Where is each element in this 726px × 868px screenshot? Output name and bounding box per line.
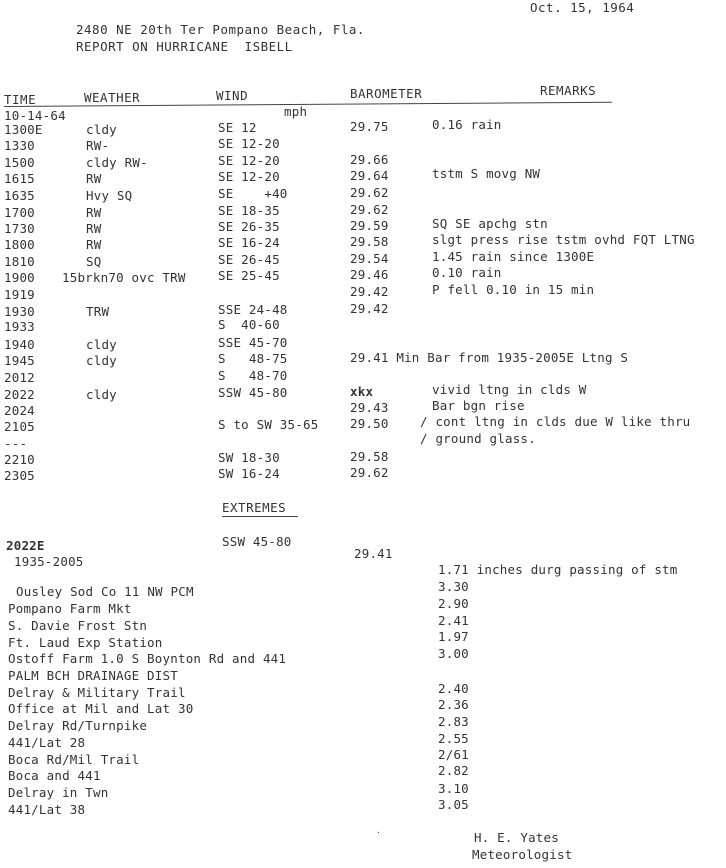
row-time: 2105 [4,419,35,434]
station-rainfall: 2/61 [438,747,469,762]
row-time: 2305 [4,468,35,483]
extremes-time2: 1935-2005 [14,554,84,569]
row-barometer: 29.58 [350,234,389,249]
station-name: Delray Rd/Turnpike [8,718,148,733]
row-remarks: SQ SE apchg stn [432,216,548,231]
col-header-time: TIME [4,92,37,107]
row-barometer: 29.54 [350,251,389,266]
extremes-bar: 29.41 [354,546,393,561]
row-time: 2024 [4,403,35,418]
row-weather: RW- [86,138,110,153]
row-time: 1700 [4,205,35,220]
station-name: Ostoff Farm 1.0 S Boynton Rd and 441 [8,651,287,666]
row-weather: cldy RW- [86,155,148,170]
row-weather: cldy [86,122,117,137]
row-wind: SE 18-35 [218,203,280,218]
station-name: Delray in Twn [8,785,109,800]
paper-mark: · [376,828,381,837]
row-weather: TRW [86,304,110,319]
station-name: S. Davie Frost Stn [8,618,148,633]
row-wind: S 48-75 [218,351,288,366]
extremes-underline [222,516,298,517]
date-row: 10-14-64 [4,108,66,123]
col-header-barometer: BAROMETER [350,86,423,101]
row-wind: SSW 45-80 [218,385,288,400]
extremes-wind: SSW 45-80 [222,534,292,549]
row-barometer: 29.46 [350,267,389,282]
row-wind: SE 16-24 [218,235,280,250]
station-rainfall: 2.36 [438,697,469,712]
col-header-remarks: REMARKS [540,83,597,98]
row-time: 2022 [4,387,35,402]
station-rainfall: 2.82 [438,763,469,778]
row-time: 1800 [4,237,35,252]
station-name: 441/Lat 28 [8,735,86,750]
row-weather: SQ [86,254,102,269]
row-time: 1933 [4,319,35,334]
row-barometer: 29.75 [350,119,389,134]
station-rainfall: 3.05 [438,797,469,812]
row-remarks: / cont ltng in clds due W like thru [420,414,691,429]
row-weather: RW [86,221,102,236]
row-weather: cldy [86,353,117,368]
row-barometer: 29.58 [350,449,389,464]
row-weather: cldy [86,337,117,352]
row-remarks: P fell 0.10 in 15 min [432,282,595,297]
station-name: Delray & Military Trail [8,685,186,700]
row-wind: SE 12-20 [218,169,280,184]
row-time: 1810 [4,254,35,269]
station-rainfall: 3.10 [438,781,469,796]
col-header-wind: WIND [216,88,249,103]
row-time: 1945 [4,353,35,368]
row-time: 1615 [4,171,35,186]
signature-title: Meteorologist [472,847,573,862]
row-weather: cldy [86,387,117,402]
station-name: 441/Lat 38 [8,802,86,817]
row-wind: SE 12-20 [218,153,280,168]
row-remarks: 0.16 rain [432,117,502,132]
station-rainfall: 2.90 [438,596,469,611]
row-time: 1930 [4,304,35,319]
station-rainfall: 2.83 [438,714,469,729]
row-barometer: 29.62 [350,465,389,480]
row-wind: S 48-70 [218,368,288,383]
row-wind: SE +40 [218,186,288,201]
row-time: 1919 [4,287,35,302]
station-name: Boca Rd/Mil Trail [8,752,140,767]
report-title: REPORT ON HURRICANE ISBELL [76,39,293,54]
row-remarks: Bar bgn rise [432,398,525,413]
report-date: Oct. 15, 1964 [530,0,635,15]
row-wind: S to SW 35-65 [218,417,319,432]
station-name: Boca and 441 [8,768,101,783]
row-weather: RW [86,171,102,186]
row-wind: SSE 45-70 [218,335,288,350]
station-name: Pompano Farm Mkt [8,601,132,616]
signature-name: H. E. Yates [474,830,559,845]
row-remarks: 1.45 rain since 1300E [432,249,595,264]
row-wind: SE 26-45 [218,252,280,267]
row-remarks: slgt press rise tstm ovhd FQT LTNG [432,232,695,247]
row-remarks: 0.10 rain [432,265,502,280]
row-barometer: 29.62 [350,185,389,200]
row-barometer: 29.62 [350,202,389,217]
row-time: 1940 [4,337,35,352]
station-rainfall: 2.40 [438,681,469,696]
row-time: 1330 [4,138,35,153]
row-time: 1730 [4,221,35,236]
station-rainfall: 1.97 [438,629,469,644]
station-name: Ft. Laud Exp Station [8,635,163,650]
address: 2480 NE 20th Ter Pompano Beach, Fla. [76,22,365,37]
row-barometer: 29.64 [350,168,389,183]
row-barometer: 29.42 [350,284,389,299]
row-wind: SE 25-45 [218,268,280,283]
row-time: 1500 [4,155,35,170]
row-remarks: vivid ltng in clds W [432,382,587,397]
row-barometer: 29.41 Min Bar from 1935-2005E Ltng S [350,350,629,365]
row-time: 1300E [4,122,43,137]
extremes-heading: EXTREMES [222,500,287,515]
row-wind: SE 12-20 [218,136,280,151]
row-barometer: 29.59 [350,218,389,233]
col-header-weather: WEATHER [84,90,141,105]
row-weather: 15brkn70 ovc TRW [62,270,186,285]
station-name: Office at Mil and Lat 30 [8,701,194,716]
row-barometer: 29.50 [350,416,389,431]
extremes-time1: 2022E [6,538,45,553]
row-time: 2210 [4,452,35,467]
row-time: --- [4,436,28,451]
row-barometer: 29.66 [350,152,389,167]
row-weather: RW [86,237,102,252]
row-time: 2012 [4,370,35,385]
row-wind: SE 26-35 [218,219,280,234]
row-wind: SW 18-30 [218,450,280,465]
row-wind: S 40-60 [218,317,280,332]
row-remarks: / ground glass. [420,431,536,446]
wind-unit: mph [284,104,308,119]
extremes-rain-note: 1.71 inches durg passing of stm [438,562,678,577]
row-barometer: xkx [350,384,374,399]
station-name: PALM BCH DRAINAGE DIST [8,668,178,683]
row-wind: SW 16-24 [218,466,280,481]
station-rainfall: 3.00 [438,646,469,661]
row-barometer: 29.43 [350,400,389,415]
row-time: 1900 [4,270,35,285]
station-name: Ousley Sod Co 11 NW PCM [16,584,194,599]
station-rainfall: 2.55 [438,731,469,746]
row-remarks: tstm S movg NW [432,166,541,181]
row-wind: SSE 24-48 [218,302,288,317]
station-rainfall: 2.41 [438,613,469,628]
row-barometer: 29.42 [350,301,389,316]
row-weather: Hvy SQ [86,188,133,203]
row-weather: RW [86,205,102,220]
station-rainfall: 3.30 [438,579,469,594]
row-wind: SE 12 [218,120,257,135]
row-time: 1635 [4,188,35,203]
